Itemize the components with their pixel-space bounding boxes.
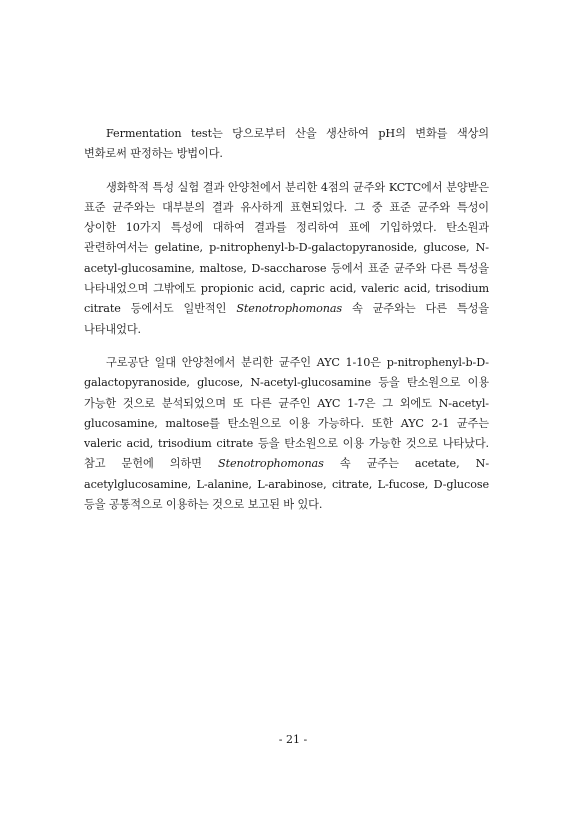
paragraph-text: Fermentation test는 당으로부터 산을 생산하여 pH의 변화를 색상의 변화로써 판정하는 방법이다. xyxy=(84,127,489,161)
paragraph-text: 구로공단 일대 안양천에서 분리한 균주인 AYC 1-10은 p-nitrophenyl-b-D-galactopyranoside, glucose, N-acetyl-glucosamine 등을 탄소원으로 이용 가능한 것으로 분석되었으며 또 다른 균주인 AYC 1-7은 그 외에도 N-acetyl-glucosamine, maltose를 탄소원으로 이용 가능하다. 또한 AYC 2-1 균주는 valeric acid, trisodium citrate 등을 탄소원으로 이용 가능한 것으로 나타났다. 참고 문헌에 의하면 xyxy=(84,355,489,471)
paragraph-biochemical-results xyxy=(84,178,489,340)
paragraph-text: 속 균주와는 다른 특성을 나타내었다. xyxy=(84,302,489,336)
genus-name: Stenotrophomonas xyxy=(218,457,324,471)
paragraph-text: 속 균주는 acetate, N-acetylglucosamine, L-alanine, L-arabinose, citrate, L-fucose, D-glucose 등을 공통적으로 이용하는 것으로 보고된 바 있다. xyxy=(84,457,489,512)
paragraph-isolate-analysis xyxy=(84,353,489,515)
body-text xyxy=(84,124,489,528)
paragraph-text: 생화학적 특성 실험 결과 안양천에서 분리한 4점의 균주와 KCTC에서 분양받은 표준 균주와는 대부분의 결과 유사하게 표현되었다. 그 중 표준 균주와 특성이 상이한 10가지 특성에 대하여 결과를 정리하여 표에 기입하였다. 탄소원과 관련하여서는 gelatine, p-nitrophenyl-b-D-galactopyranoside, glucose, N-acetyl-glucosamine, maltose, D-saccharose 등에서 표준 균주와 다른 특성을 나타내었으며 그밖에도 propionic acid, capric acid, valeric acid, trisodium citrate 등에서도 일반적인 xyxy=(84,180,489,316)
page-number: - 21 - xyxy=(278,733,308,746)
paragraph-fermentation-test xyxy=(84,124,489,165)
genus-name: Stenotrophomonas xyxy=(236,302,343,316)
